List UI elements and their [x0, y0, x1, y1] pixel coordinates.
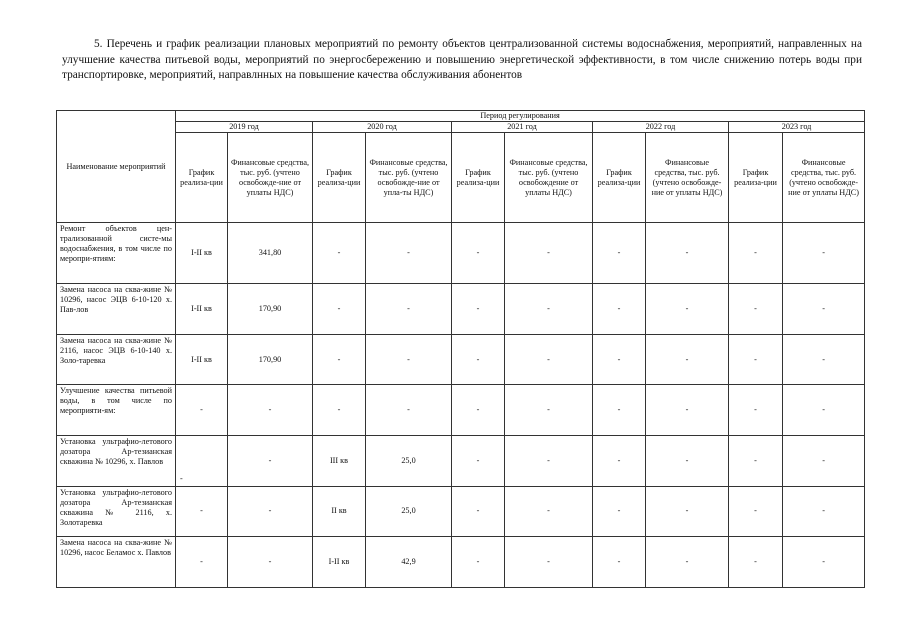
funds-header: Финансовые средства, тыс. руб. (учтено освобожде-ние от упла-ты НДС)	[366, 133, 452, 223]
funds-cell: -	[646, 334, 729, 385]
schedule-cell: -	[452, 436, 505, 487]
schedule-cell: -	[452, 537, 505, 588]
funds-cell: -	[783, 385, 865, 436]
funds-cell: -	[366, 334, 452, 385]
schedule-cell: -	[313, 334, 366, 385]
funds-cell: -	[228, 537, 313, 588]
funds-cell: -	[646, 284, 729, 335]
schedule-cell: -	[593, 334, 646, 385]
section-heading: 5. Перечень и график реализации плановых мероприятий по ремонту объектов централизованной системы водоснабжения, мероприятий, направленных на улучшение качества питьевой воды, мероприятий по энергосбережению и повышению энергетической эффективности, в том числе снижению потерь воды при транспортировке, мероприятий, направлнных на повышение качества обслуживания абонентов	[62, 38, 862, 81]
activity-name-cell: Улучшение качества питьевой воды, в том числе по мероприяти-ям:	[57, 385, 176, 436]
funds-cell: -	[505, 385, 593, 436]
schedule-cell: -	[176, 486, 228, 537]
schedule-cell: -	[729, 537, 783, 588]
funds-cell: 170,90	[228, 334, 313, 385]
funds-cell: -	[505, 436, 593, 487]
schedule-cell: III кв	[313, 436, 366, 487]
schedule-cell: -	[452, 385, 505, 436]
schedule-cell: -	[729, 223, 783, 284]
funds-cell: -	[783, 537, 865, 588]
schedule-cell: -	[593, 284, 646, 335]
schedule-cell: II кв	[313, 486, 366, 537]
schedule-cell: -	[452, 284, 505, 335]
funds-cell: 42,9	[366, 537, 452, 588]
funds-cell: 170,90	[228, 284, 313, 335]
schedule-cell: -	[593, 486, 646, 537]
funds-header: Финансовые средства, тыс. руб. (учтено освобожде-ние от уплаты НДС)	[228, 133, 313, 223]
schedule-cell: -	[452, 486, 505, 537]
table-row	[57, 334, 865, 385]
funds-cell: -	[783, 486, 865, 537]
funds-cell: -	[366, 284, 452, 335]
funds-cell: -	[646, 537, 729, 588]
year-header: 2019 год	[176, 122, 313, 133]
activity-name-cell: Замена насоса на сква-жине № 10296, насос ЭЦВ 6-10-120 х. Пав-лов	[57, 284, 176, 335]
funds-cell: 341,80	[228, 223, 313, 284]
funds-cell: 25,0	[366, 486, 452, 537]
schedule-cell: I-II кв	[176, 284, 228, 335]
funds-cell: -	[783, 223, 865, 284]
table-row	[57, 385, 865, 436]
funds-cell: -	[505, 223, 593, 284]
schedule-cell: -	[593, 223, 646, 284]
table-row	[57, 486, 865, 537]
funds-cell: -	[646, 486, 729, 537]
schedule-cell: -	[313, 284, 366, 335]
schedule-header: График реализа-ции	[313, 133, 366, 223]
year-header: 2021 год	[452, 122, 593, 133]
schedule-cell: -	[729, 284, 783, 335]
funds-cell: -	[783, 334, 865, 385]
schedule-cell: -	[313, 385, 366, 436]
table-row	[57, 436, 865, 487]
schedule-header: График реализа-ции	[176, 133, 228, 223]
schedule-cell: -	[452, 223, 505, 284]
funds-cell: -	[646, 223, 729, 284]
stray-dash-mark: -	[180, 473, 183, 483]
schedule-cell: -	[729, 385, 783, 436]
schedule-cell: I-II кв	[176, 334, 228, 385]
schedule-cell: -	[176, 385, 228, 436]
funds-cell: -	[783, 284, 865, 335]
table-row	[57, 537, 865, 588]
funds-cell: -	[505, 334, 593, 385]
schedule-cell: -	[176, 537, 228, 588]
plan-table	[56, 110, 865, 588]
funds-cell: -	[646, 385, 729, 436]
schedule-cell: I-II кв	[313, 537, 366, 588]
funds-cell: -	[228, 385, 313, 436]
funds-cell: -	[783, 436, 865, 487]
activity-name-cell: Замена насоса на сква-жине № 10296, насос Беламос х. Павлов	[57, 537, 176, 588]
funds-cell: -	[228, 436, 313, 487]
funds-cell: -	[646, 436, 729, 487]
schedule-cell	[176, 436, 228, 487]
year-header: 2022 год	[593, 122, 729, 133]
schedule-cell: I-II кв	[176, 223, 228, 284]
schedule-cell: -	[313, 223, 366, 284]
schedule-header: График реализа-ции	[452, 133, 505, 223]
funds-cell: -	[228, 486, 313, 537]
schedule-cell: -	[452, 334, 505, 385]
funds-cell: -	[505, 284, 593, 335]
schedule-header: График реализа-ции	[593, 133, 646, 223]
funds-header: Финансовые средства, тыс. руб. (учтено освобожде-ние от уплаты НДС)	[646, 133, 729, 223]
activity-name-cell: Установка ультрафио-летового дозатора Ар-тезианская скважина № 2116, х. Золотаревка	[57, 486, 176, 537]
schedule-cell: -	[593, 537, 646, 588]
year-header: 2020 год	[313, 122, 452, 133]
schedule-header: График реализа-ции	[729, 133, 783, 223]
schedule-cell: -	[593, 385, 646, 436]
name-column-header: Наименование мероприятий	[57, 111, 176, 223]
funds-header: Финансовые средства, тыс. руб. (учтено освобожде-ние от уплаты НДС)	[783, 133, 865, 223]
table-row	[57, 284, 865, 335]
funds-cell: 25,0	[366, 436, 452, 487]
year-header: 2023 год	[729, 122, 865, 133]
funds-cell: -	[505, 537, 593, 588]
schedule-cell: -	[729, 486, 783, 537]
schedule-cell: -	[593, 436, 646, 487]
funds-cell: -	[366, 223, 452, 284]
funds-cell: -	[366, 385, 452, 436]
activity-name-cell: Замена насоса на сква-жине № 2116, насос ЭЦВ 6-10-140 х. Золо-таревка	[57, 334, 176, 385]
activity-name-cell: Установка ультрафио-летового дозатора Ар-тезианская скважина № 10296, х. Павлов	[57, 436, 176, 487]
schedule-cell: -	[729, 334, 783, 385]
table-row	[57, 223, 865, 284]
period-header: Период регулирования	[176, 111, 865, 122]
schedule-cell: -	[729, 436, 783, 487]
funds-cell: -	[505, 486, 593, 537]
activity-name-cell: Ремонт объектов цен-трализованной систе-мы водоснабжения, в том числе по меропри-ятиям:	[57, 223, 176, 284]
funds-header: Финансовые средства, тыс. руб. (учтено освобождение от уплаты НДС)	[505, 133, 593, 223]
